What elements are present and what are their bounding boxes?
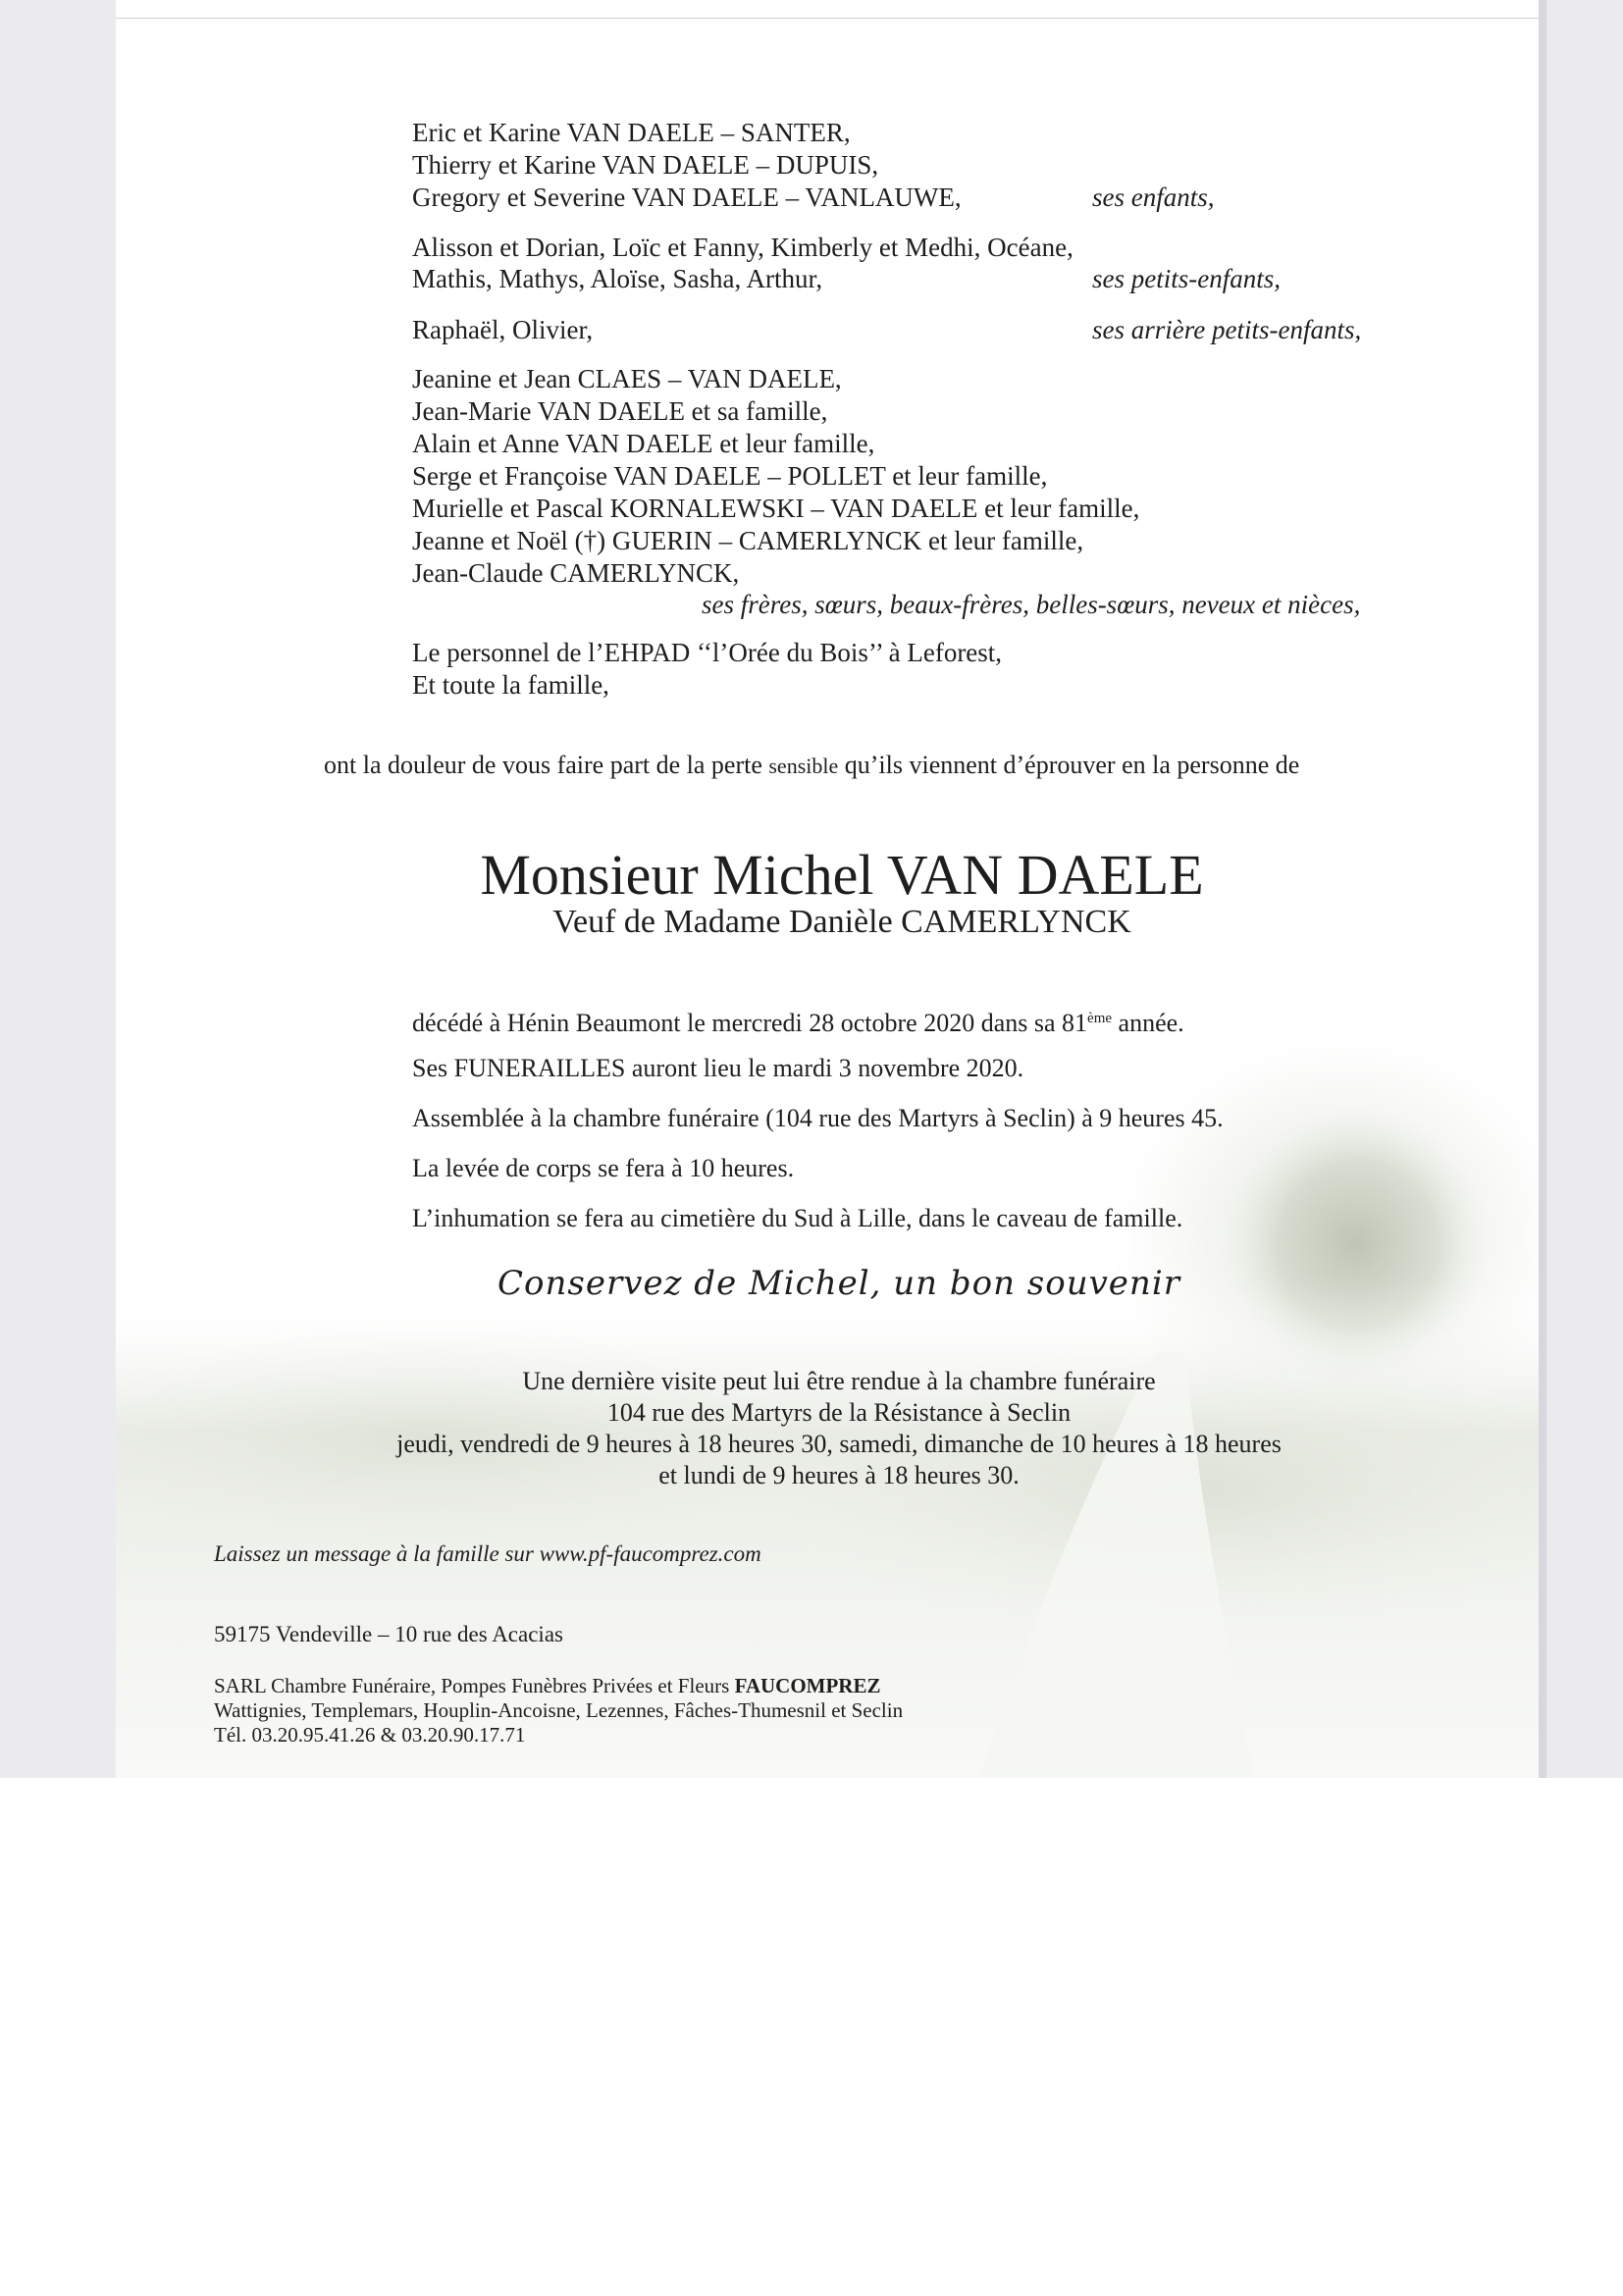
great-grandchildren-role: ses arrière petits-enfants, <box>1092 315 1362 344</box>
announcement-small-word: sensible <box>768 754 839 778</box>
levee-info: La levée de corps se fera à 10 heures. <box>412 1154 795 1182</box>
visit-line-4: et lundi de 9 heures à 18 heures 30. <box>658 1461 1020 1489</box>
announcement-line <box>324 750 1299 782</box>
death-text-end: année. <box>1112 1009 1184 1037</box>
sibling-line-5: Murielle et Pascal KORNALEWSKI – VAN DAELE et leur famille, <box>412 494 1140 523</box>
siblings-role: ses frères, sœurs, beaux-frères, belles-sœurs, neveux et nièces, <box>702 590 1361 619</box>
page-top-rule <box>116 18 1539 19</box>
great-grandchildren-line: Raphaël, Olivier, <box>412 315 594 344</box>
announcement-part-2: qu’ils viennent d’éprouver en la personne de <box>838 751 1300 779</box>
assembly-info: Assemblée à la chambre funéraire (104 rue des Martyrs à Seclin) à 9 heures 45. <box>412 1104 1224 1132</box>
message-invitation: Laissez un message à la famille sur www.pf-faucomprez.com <box>214 1541 761 1566</box>
child-line-1: Eric et Karine VAN DAELE – SANTER, <box>412 118 851 147</box>
sibling-line-2: Jean-Marie VAN DAELE et sa famille, <box>412 396 828 426</box>
grandchildren-role: ses petits-enfants, <box>1092 264 1281 293</box>
children-role: ses enfants, <box>1092 183 1215 212</box>
death-notice <box>412 1003 1184 1039</box>
death-text: décédé à Hénin Beaumont le mercredi 28 octobre 2020 dans sa 81 <box>412 1009 1088 1037</box>
remembrance-quote: Conservez de Michel, un bon souvenir <box>497 1264 1180 1303</box>
burial-info: L’inhumation se fera au cimetière du Sud à Lille, dans le caveau de famille. <box>412 1204 1183 1232</box>
deceased-name: Monsieur Michel VAN DAELE <box>480 843 1204 907</box>
company-brand: FAUCOMPREZ <box>734 1674 881 1697</box>
whole-family-line: Et toute la famille, <box>412 670 609 700</box>
company-locations: Wattignies, Templemars, Houplin-Ancoisne, Lezennes, Fâches-Thumesnil et Seclin <box>214 1698 904 1722</box>
child-line-2: Thierry et Karine VAN DAELE – DUPUIS, <box>412 150 879 180</box>
sibling-line-4: Serge et Françoise VAN DAELE – POLLET et leur famille, <box>412 461 1048 491</box>
grandchild-line-2: Mathis, Mathys, Aloïse, Sasha, Arthur, <box>412 264 823 293</box>
funeral-date: Ses FUNERAILLES auront lieu le mardi 3 novembre 2020. <box>412 1054 1024 1082</box>
sibling-line-7: Jean-Claude CAMERLYNCK, <box>412 558 740 588</box>
child-line-3: Gregory et Severine VAN DAELE – VANLAUWE, <box>412 183 962 212</box>
visit-line-1: Une dernière visite peut lui être rendue à la chambre funéraire <box>522 1367 1156 1395</box>
widow-of: Veuf de Madame Danièle CAMERLYNCK <box>552 904 1131 940</box>
visit-line-3: jeudi, vendredi de 9 heures à 18 heures 30, samedi, dimanche de 10 heures à 18 heures <box>396 1430 1282 1458</box>
grandchild-line-1: Alisson et Dorian, Loïc et Fanny, Kimberly et Medhi, Océane, <box>412 233 1073 262</box>
announcement-part-1: ont la douleur de vous faire part de la perte <box>324 751 769 779</box>
company-phone: Tél. 03.20.95.41.26 & 03.20.90.17.71 <box>214 1723 526 1747</box>
sibling-line-6: Jeanne et Noël (†) GUERIN – CAMERLYNCK et leur famille, <box>412 526 1084 555</box>
sibling-line-1: Jeanine et Jean CLAES – VAN DAELE, <box>412 364 842 393</box>
company-description: SARL Chambre Funéraire, Pompes Funèbres Privées et Fleurs <box>214 1674 735 1697</box>
address-line: 59175 Vendeville – 10 rue des Acacias <box>214 1622 563 1646</box>
staff-line: Le personnel de l’EHPAD ‘‘l’Orée du Bois’’ à Leforest, <box>412 638 1003 667</box>
company-line-1 <box>214 1674 881 1698</box>
visit-line-2: 104 rue des Martyrs de la Résistance à Seclin <box>606 1398 1072 1427</box>
death-superscript: ème <box>1087 1011 1113 1026</box>
sibling-line-3: Alain et Anne VAN DAELE et leur famille, <box>412 429 875 458</box>
